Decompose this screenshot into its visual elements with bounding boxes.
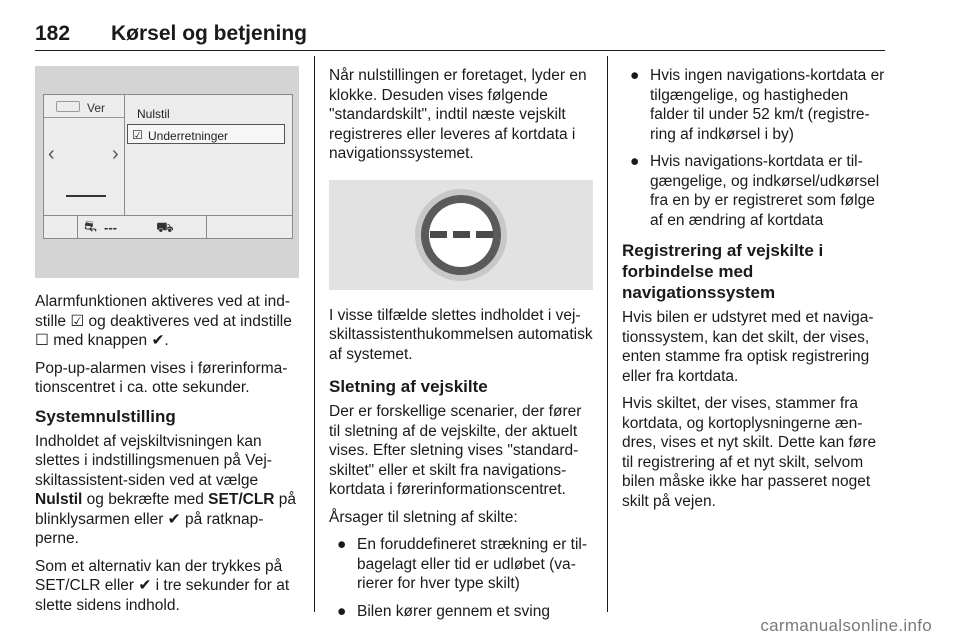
no-passing-icon: ⛟ <box>156 219 174 235</box>
checkbox-checked-icon: ☑ <box>132 128 143 142</box>
status-bar <box>44 215 292 239</box>
list-item: ● Bilen kører gennem et sving <box>337 602 550 620</box>
nav-right-icon: › <box>112 143 119 165</box>
paragraph: Pop-up-alarmen vises i førerinformationscentret i ca. otte sekunder. <box>35 359 288 396</box>
paragraph: Hvis bilen er udstyret med et navigationssystem, kan det skilt, der vises, enten stamme fra optisk registrering eller fra kortdata. <box>622 309 874 385</box>
info-display <box>43 94 293 239</box>
paragraph: Indholdet af vejskiltvisningen kan slettes i indstillingsmenuen på Vejskiltassistent-siden ved at vælge Nulstil og bekræfte med SET/CLR på blinklysarmen eller ✔ på ratknapperne. <box>35 432 297 547</box>
list-item: ● En foruddefineret strækning er tilbagelagt eller tid er udløbet (varierer for hver type skilt) <box>337 536 588 592</box>
display-screen-figure <box>35 66 299 278</box>
column-1 <box>35 66 299 623</box>
speed-sign-assist-icon: ⛐ <box>84 218 97 235</box>
menu-title: Nulstil <box>137 107 170 121</box>
section-heading: Registrering af vejskilte i forbindelse med navigationssystem <box>622 241 824 302</box>
indicator-line <box>66 195 106 197</box>
tab-label: Ver <box>87 101 106 115</box>
status-dashes: --- <box>104 220 117 235</box>
paragraph: Når nulstillingen er foretaget, lyder en klokke. Desuden vises følgende "standardskilt", indtil næste vejskilt registreres eller leveres af kortdata i navigationssystemet. <box>329 67 587 162</box>
chapter-title: Kørsel og betjening <box>111 22 308 45</box>
standard-sign-icon <box>329 180 593 290</box>
watermark: carmanualsonline.info <box>760 616 932 635</box>
section-heading: Systemnulstilling <box>35 406 176 426</box>
nav-left-icon: ‹ <box>48 143 55 165</box>
standard-sign-figure <box>329 180 593 290</box>
bullet-list <box>329 535 593 621</box>
paragraph: I visse tilfælde slettes indholdet i vejskiltassistenthukommelsen automatisk af systemet. <box>329 306 593 363</box>
bullet-list <box>622 66 888 230</box>
column-3 <box>622 66 888 519</box>
list-item: ● Hvis navigations-kortdata er tilgængelige, og indkørsel/udkørsel fra en by er registreret som følge af en ændring af kortdata <box>630 153 880 229</box>
paragraph: Alarmfunktionen aktiveres ved at indstille ☑ og deaktiveres ved at indstille ☐ med knappen ✔. <box>35 293 292 349</box>
paragraph: Årsager til sletning af skilte: <box>329 508 518 526</box>
menu-item-underretninger[interactable] <box>127 124 285 144</box>
vehicle-icon <box>56 101 80 112</box>
column-2 <box>329 66 593 629</box>
column-divider <box>314 56 315 612</box>
page-header <box>35 0 885 51</box>
section-heading: Sletning af vejskilte <box>329 377 488 396</box>
paragraph: Hvis skiltet, der vises, stammer fra kortdata, og kortoplysningerne ændres, vises et nyt skilt. Dette kan føre til registrering af et nyt skilt, selvom bilen måske ikke har passeret noget skilt på vejen. <box>622 395 877 510</box>
column-divider <box>607 56 608 612</box>
page-number: 182 <box>35 22 71 45</box>
menu-panel <box>124 95 292 215</box>
left-panel <box>44 95 125 215</box>
list-item: ● Hvis ingen navigations-kortdata er tilgængelige, og hastigheden falder til under 52 km/t (registrering af indkørsel i by) <box>630 67 885 143</box>
paragraph: Som et alternativ kan der trykkes på SET/CLR eller ✔ i tre sekunder for at slette sidens indhold. <box>35 557 290 614</box>
menu-item-label: Underretninger <box>148 129 229 143</box>
paragraph: Der er forskellige scenarier, der fører til sletning af de vejskilte, der aktuelt vises. Efter sletning vises "standardskiltet" eller et skilt fra navigationskortdata i førerinformationscentret. <box>329 403 582 498</box>
